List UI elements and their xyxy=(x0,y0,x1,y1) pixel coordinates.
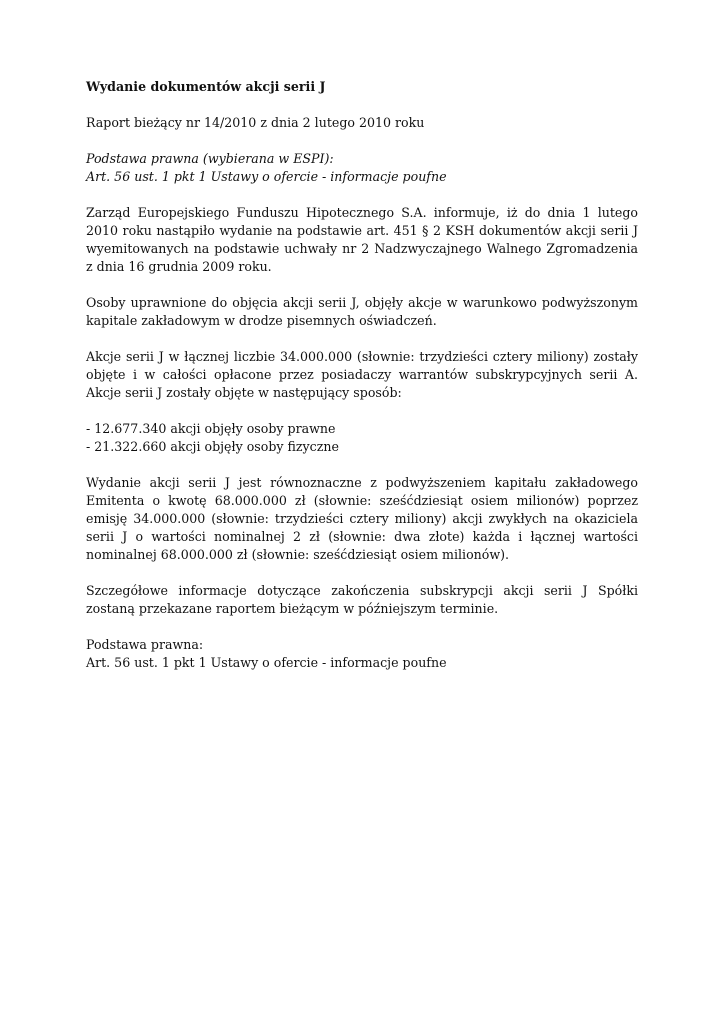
paragraph-1: Zarząd Europejskiego Funduszu Hipotecznego S.A. informuje, iż do dnia 1 lutego 2010 roku nastąpiło wydanie na podstawie art. 451 § 2 KSH dokumentów akcji serii J wyemitowanych na podstawie uchwały nr 2 Nadzwyczajnego Walnego Zgromadzenia z dnia 16 grudnia 2009 roku. xyxy=(86,205,638,274)
footer-legal-value: Art. 56 ust. 1 pkt 1 Ustawy o ofercie - informacje poufne xyxy=(86,655,447,670)
footer-legal-heading: Podstawa prawna: xyxy=(86,637,204,652)
paragraph-3: Akcje serii J w łącznej liczbie 34.000.000 (słownie: trzydzieści cztery miliony) zostały objęte i w całości opłacone przez posiadaczy warrantów subskrypcyjnych serii A. Akcje serii J zostały objęte w następujący sposób: xyxy=(86,349,638,400)
legal-basis-value: Art. 56 ust. 1 pkt 1 Ustawy o ofercie - informacje poufne xyxy=(86,169,447,184)
paragraph-5: Szczegółowe informacje dotyczące zakończenia subskrypcji akcji serii J Spółki zostaną przekazane raportem bieżącym w późniejszym terminie. xyxy=(86,583,638,616)
document-page xyxy=(86,78,638,690)
paragraph-4: Wydanie akcji serii J jest równoznaczne z podwyższeniem kapitału zakładowego Emitenta o kwotę 68.000.000 zł (słownie: sześćdziesiąt osiem milionów) poprzez emisję 34.000.000 (słownie: trzydzieści cztery miliony) akcji zwykłych na okaziciela serii J o wartości nominalnej 2 zł (słownie: dwa złote) każda i łącznej wartości nominalnej 68.000.000 zł (słownie: sześćdziesiąt osiem milionów). xyxy=(86,475,638,562)
legal-basis-heading: Podstawa prawna (wybierana w ESPI): xyxy=(86,151,334,166)
acquisition-list xyxy=(86,420,638,456)
footer-legal-block xyxy=(86,636,638,672)
document-title: Wydanie dokumentów akcji serii J xyxy=(86,79,326,94)
paragraph-2: Osoby uprawnione do objęcia akcji serii J, objęły akcje w warunkowo podwyższonym kapitale zakładowym w drodze pisemnych oświadczeń. xyxy=(86,295,638,328)
list-item: - 21.322.660 akcji objęły osoby fizyczne xyxy=(86,439,339,454)
list-item: - 12.677.340 akcji objęły osoby prawne xyxy=(86,421,336,436)
paragraph-3-block xyxy=(86,348,638,402)
legal-basis-block xyxy=(86,150,638,186)
report-line: Raport bieżący nr 14/2010 z dnia 2 lutego 2010 roku xyxy=(86,115,425,130)
